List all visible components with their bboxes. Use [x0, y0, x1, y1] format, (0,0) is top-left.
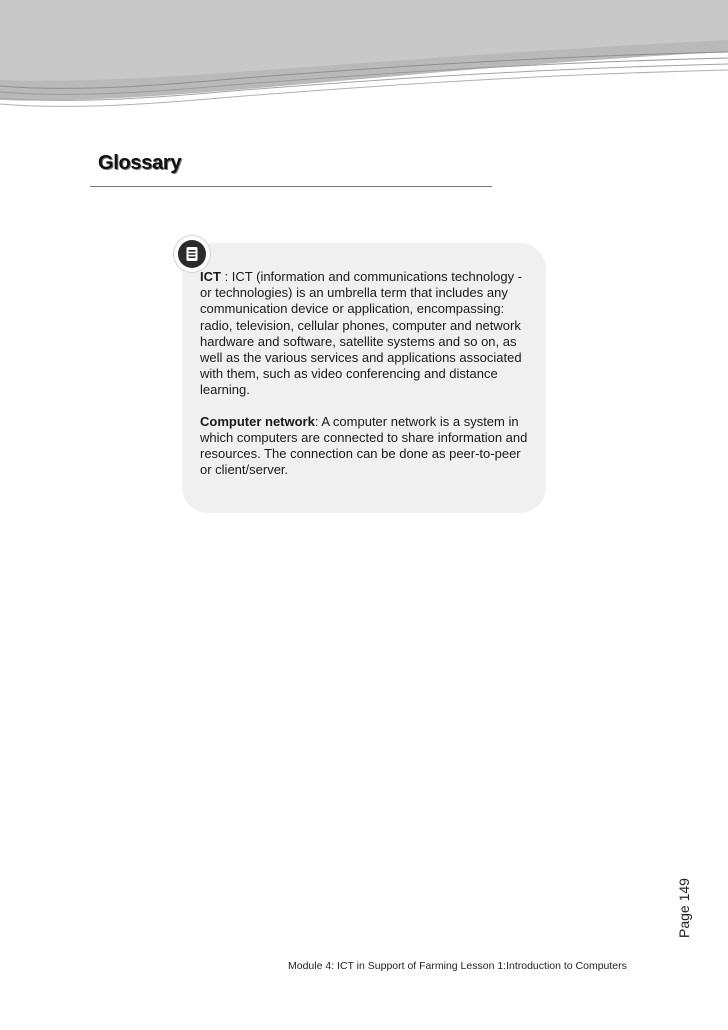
glossary-term: Computer network — [200, 413, 315, 429]
footer-text: Module 4: ICT in Support of Farming Lesson 1:Introduction to Computers — [288, 960, 627, 972]
note-icon — [174, 236, 210, 272]
heading-divider — [90, 186, 492, 187]
glossary-term: ICT — [200, 269, 221, 284]
glossary-definition: A computer network is a system in which computers are connected to share information and resources. The connection can be done as peer-to-peer or client/server. — [200, 413, 528, 478]
page-number: Page 149 — [676, 878, 692, 938]
glossary-entry-ict — [200, 269, 534, 399]
page-title: Glossary — [98, 152, 182, 174]
header-band — [0, 0, 728, 120]
term-separator: : — [314, 413, 322, 429]
term-separator: : — [220, 269, 232, 284]
glossary-definition: ICT (information and communications technology - or technologies) is an umbrella term that includes any communication device or application, encompassing: radio, television, cellular phones, computer and network hardware and software, satellite systems and so on, as well as the various services and applications associated with them, such as video conferencing and distance learning. — [200, 269, 523, 398]
glossary-entry-computer-network — [200, 414, 534, 479]
glossary-content — [200, 269, 534, 493]
